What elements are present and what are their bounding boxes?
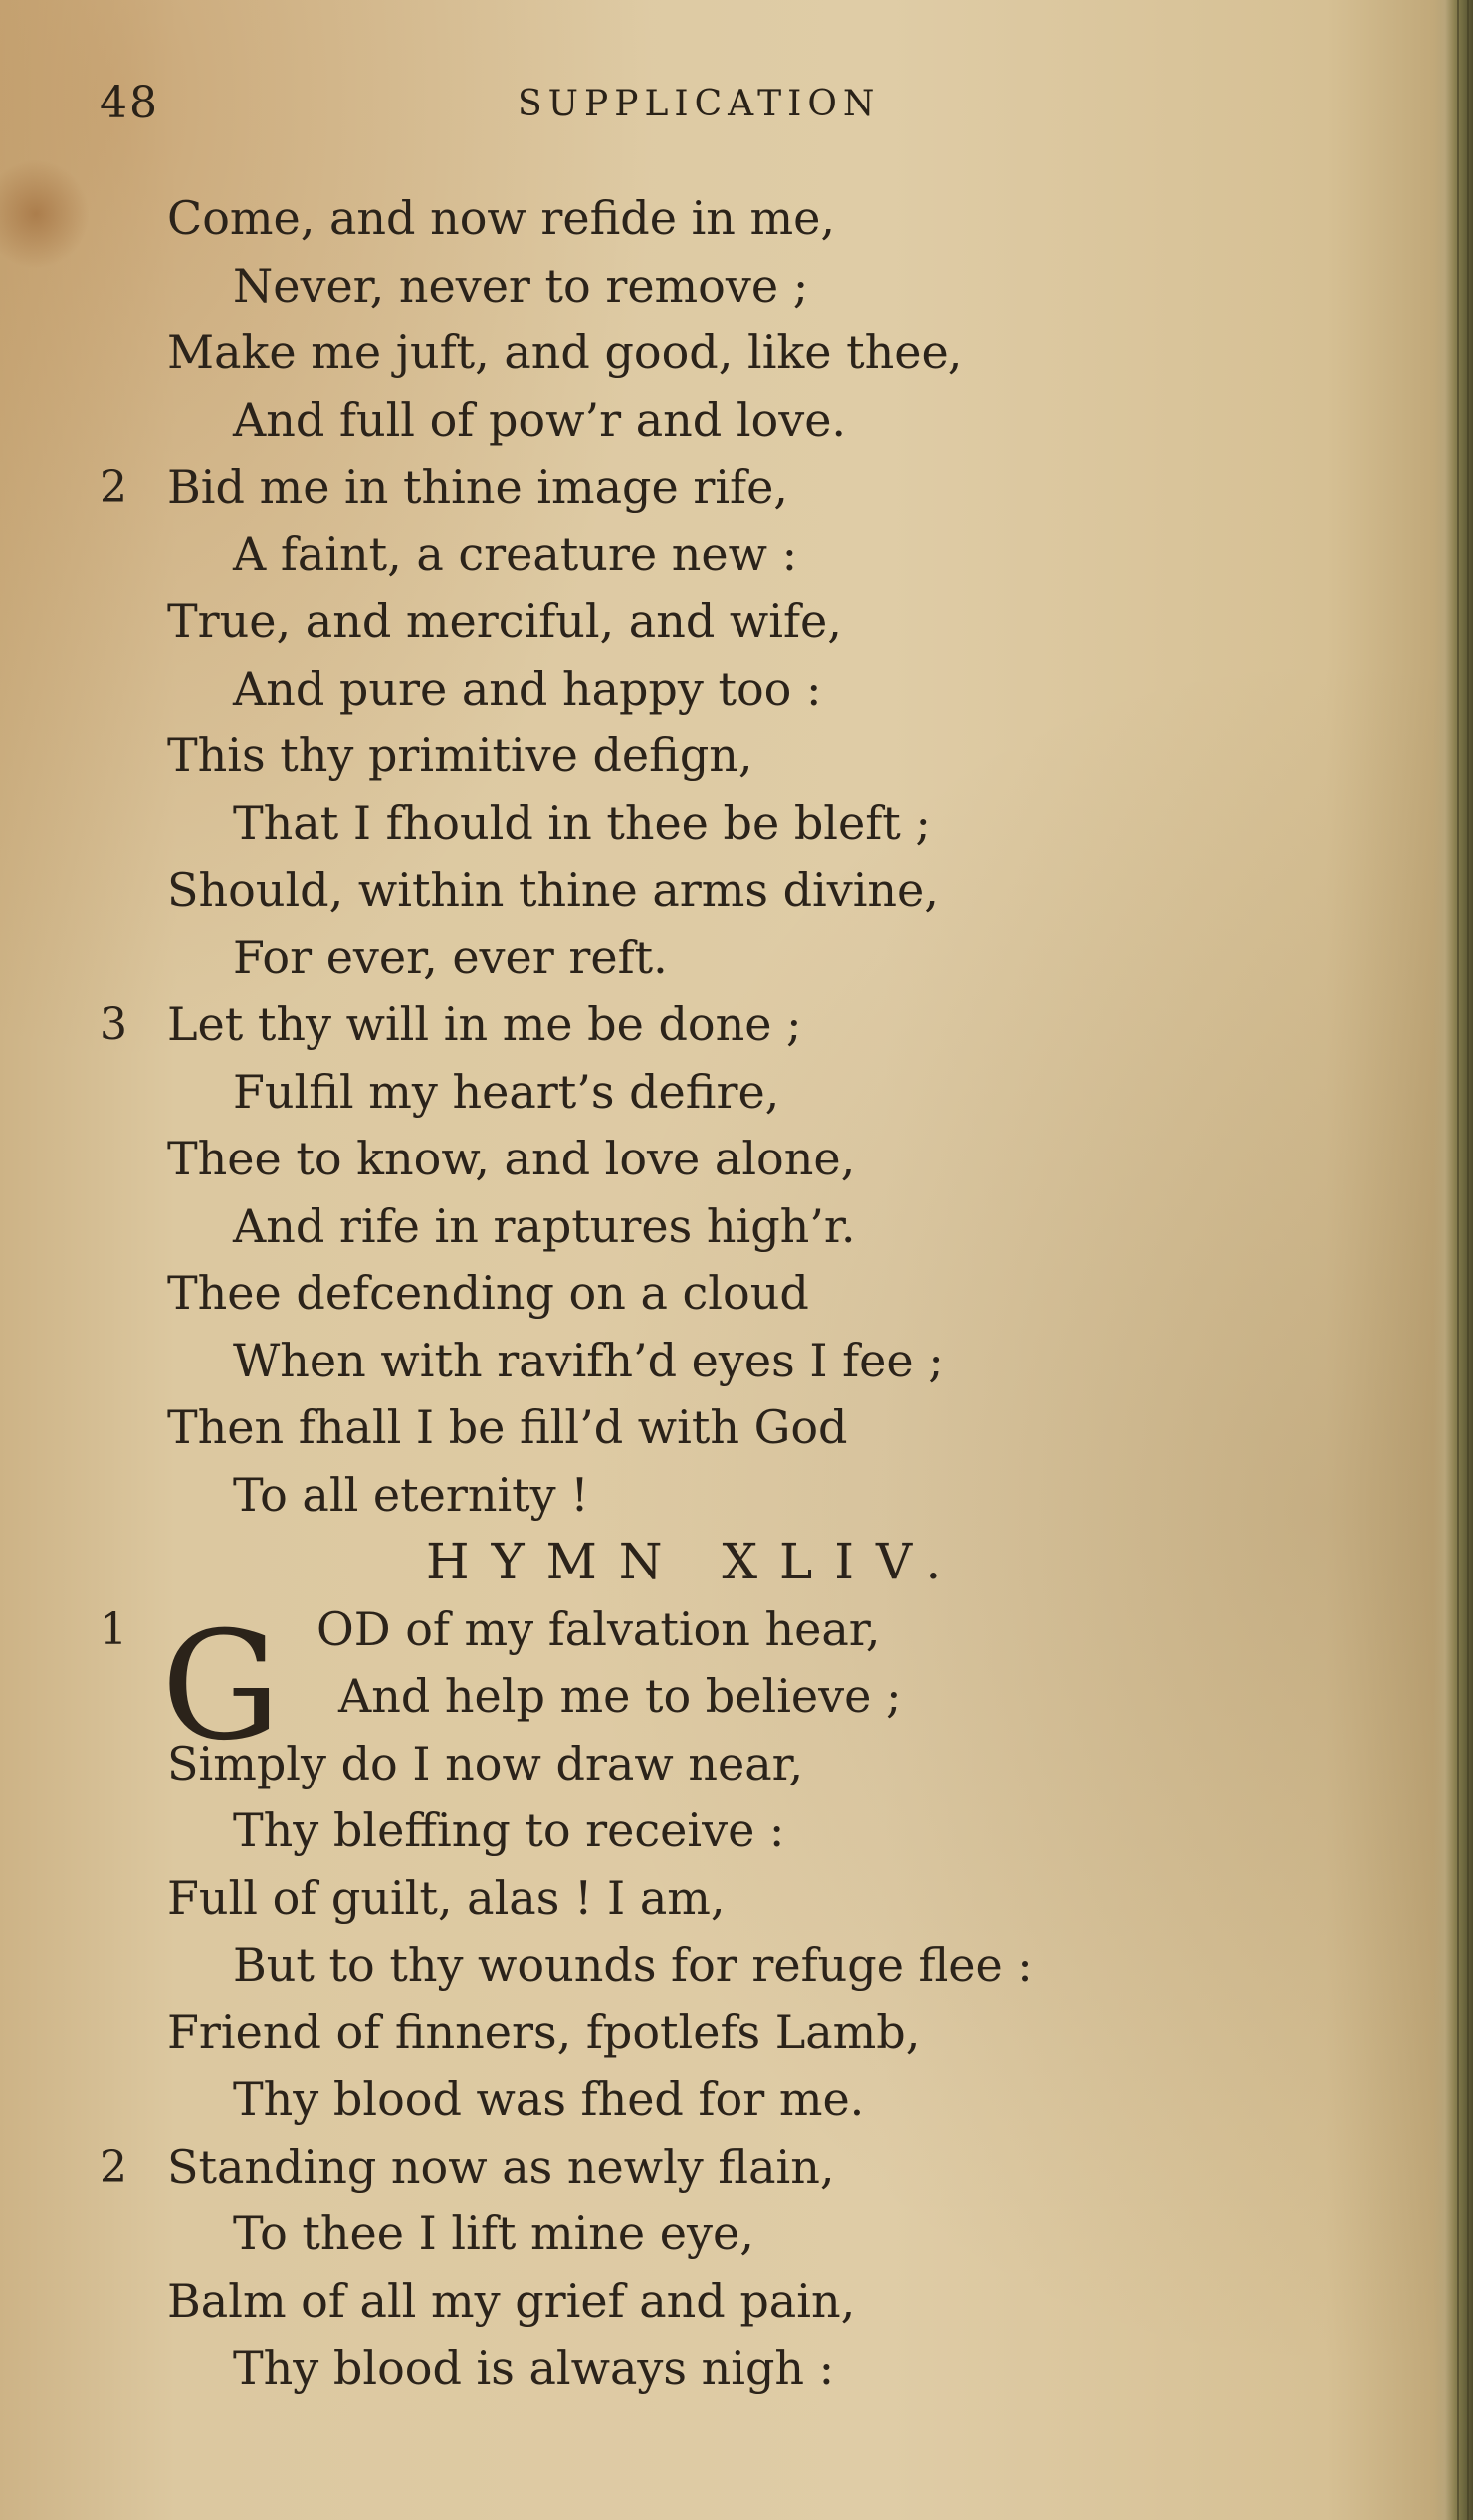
verse-line	[0, 1328, 1433, 1395]
line-text: A faint, a creature new :	[233, 526, 798, 581]
verse-line	[0, 1394, 1433, 1462]
verse-line	[0, 1999, 1433, 2067]
line-text: Thy bleffing to receive :	[233, 1803, 785, 1857]
verse-line	[0, 1193, 1433, 1261]
verse-line	[0, 723, 1433, 790]
verse-line	[0, 1126, 1433, 1193]
line-text: Bid me in thine image rife,	[167, 460, 788, 514]
verse-line	[0, 1932, 1433, 1999]
line-text: Standing now as newly flain,	[167, 2139, 835, 2194]
line-text: Balm of all my grief and pain,	[167, 2273, 856, 2328]
line-text: True, and merciful, and wife,	[167, 594, 842, 648]
line-text: And pure and happy too :	[233, 661, 822, 716]
line-text: To thee I lift mine eye,	[233, 2206, 754, 2260]
hymn-xliv-body	[0, 1731, 1433, 2403]
page-number: 48	[100, 78, 159, 128]
page-edge	[1433, 0, 1473, 2520]
line-text: Simply do I now draw near,	[167, 1736, 804, 1790]
line-text: This thy primitive defign,	[167, 729, 753, 782]
line-text: Come, and now refide in me,	[167, 191, 836, 245]
verse-line	[0, 2335, 1433, 2403]
verse-line	[0, 2201, 1433, 2268]
verse-line	[0, 387, 1433, 455]
line-text: OD of my falvation hear,	[316, 1601, 881, 1656]
line-text: Thy blood is always nigh :	[233, 2341, 835, 2395]
drop-cap: G	[161, 1600, 281, 1774]
verse-number: 2	[100, 2141, 127, 2193]
verse-line	[0, 1797, 1433, 1865]
line-text: To all eternity !	[233, 1467, 589, 1522]
verse-line	[0, 2134, 1433, 2202]
line-text: And rife in raptures high’r.	[233, 1198, 856, 1253]
page-header	[0, 78, 1433, 137]
verse-line	[0, 2066, 1433, 2134]
line-text: Friend of finners, fpotlefs Lamb,	[167, 2004, 921, 2059]
line-text: For ever, ever reft.	[233, 930, 668, 984]
line-text: Fulfil my heart’s defire,	[233, 1064, 780, 1119]
verse-line	[0, 319, 1433, 387]
line-text: When with ravifh’d eyes I fee ;	[233, 1333, 944, 1387]
line-text: And full of pow’r and love.	[233, 392, 847, 447]
line-text: Then fhall I be fill’d with God	[167, 1400, 848, 1454]
verse-line	[0, 1059, 1433, 1127]
verse-line	[0, 2268, 1433, 2336]
verse-number: 2	[100, 462, 127, 513]
hymn-text	[0, 185, 1433, 2403]
running-head: SUPPLICATION	[518, 84, 881, 124]
verse-line	[0, 790, 1433, 858]
line-text: But to thy wounds for refuge flee :	[233, 1938, 1033, 1992]
verse-line	[0, 857, 1433, 925]
verse-line	[0, 925, 1433, 992]
verse-number: 3	[100, 999, 127, 1050]
line-text: Let thy will in me be done ;	[167, 997, 802, 1051]
line-text: That I fhould in thee be bleft ;	[233, 795, 931, 850]
verse-line	[0, 454, 1433, 522]
line-text: Thee to know, and love alone,	[167, 1132, 856, 1185]
line-text: Thy blood was fhed for me.	[233, 2072, 865, 2126]
hymn-title: HYMN XLIV.	[426, 1533, 963, 1590]
verse-line	[0, 656, 1433, 724]
edge-line	[1457, 0, 1459, 2520]
verse-line	[0, 253, 1433, 320]
hymn-title-row	[0, 1529, 1433, 1596]
line-text: And help me to believe ;	[338, 1669, 902, 1723]
line-text: Make me juft, and good, like thee,	[167, 325, 963, 379]
verse-line	[0, 1865, 1433, 1933]
verse-line	[0, 991, 1433, 1059]
verse-line	[0, 588, 1433, 656]
line-text: Never, never to remove ;	[233, 258, 809, 313]
line-text: Should, within thine arms divine,	[167, 863, 939, 917]
verse-line	[0, 185, 1433, 253]
hymn-xliii-continued	[0, 185, 1433, 1529]
verse-line	[0, 522, 1433, 589]
verse-line	[0, 1260, 1433, 1328]
line-text: Full of guilt, alas ! I am,	[167, 1870, 726, 1925]
verse-line	[0, 1462, 1433, 1530]
verse-number: 1	[100, 1603, 127, 1655]
line-text: Thee defcending on a cloud	[167, 1266, 809, 1320]
edge-line	[1467, 0, 1469, 2520]
